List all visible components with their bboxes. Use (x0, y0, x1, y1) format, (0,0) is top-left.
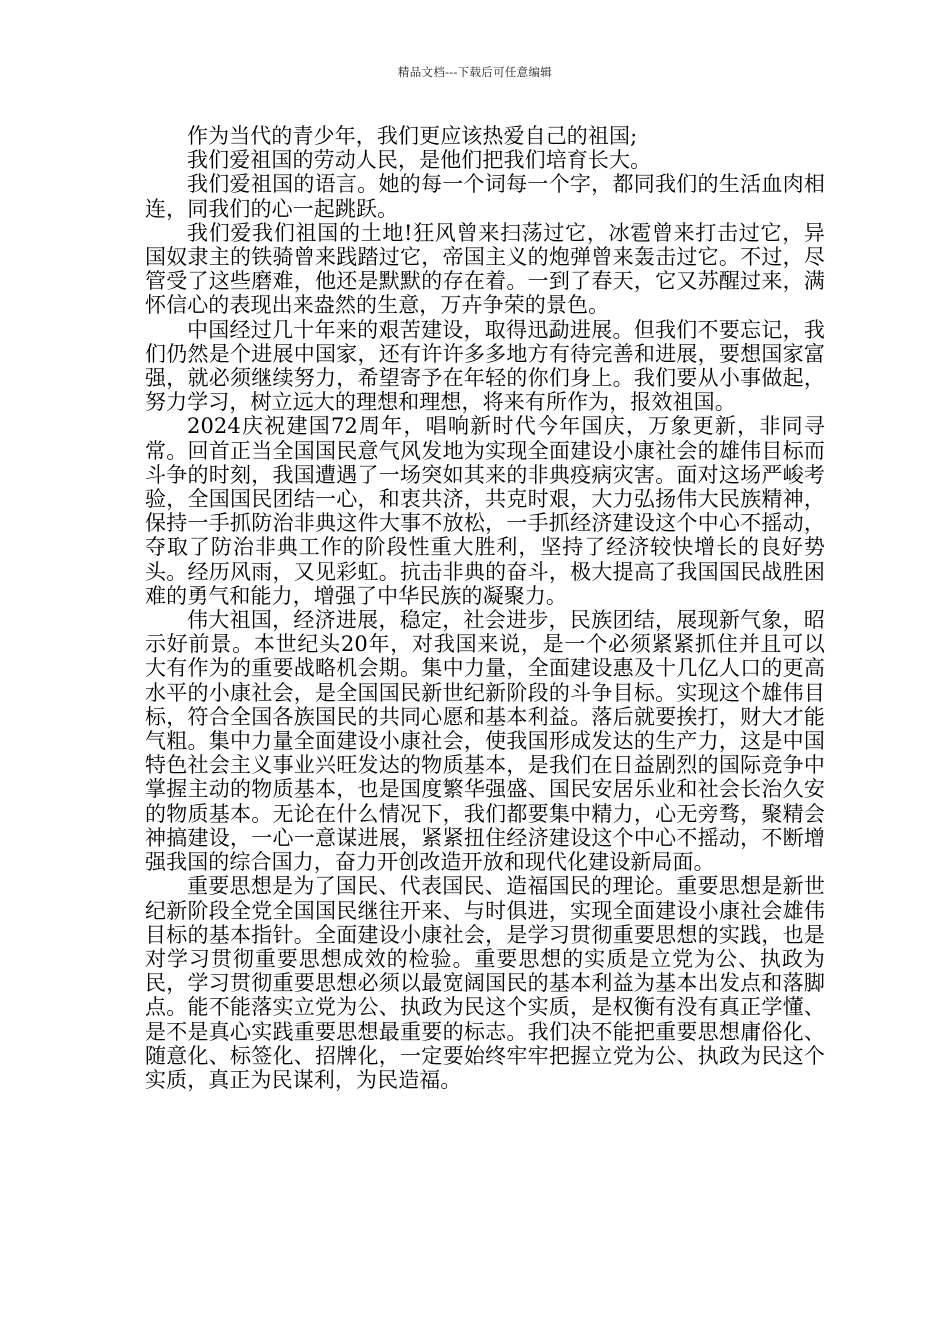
paragraph-5: 中国经过几十年来的艰苦建设，取得迅勐进展。但我们不要忘记，我们仍然是个进展中国家，还有许许多多地方有待完善和进展，要想国家富强，就必须继续努力，希望寄予在年轻的你们身上。我们要从小事做起，努力学习，树立远大的理想和理想，将来有所作为，报效祖国。 (145, 317, 825, 415)
paragraph-4: 我们爱我们祖国的土地!狂风曾来扫荡过它，冰雹曾来打击过它，异国奴隶主的铁骑曾来践踏过它，帝国主义的炮弹曾来轰击过它。不过，尽管受了这些磨难，他还是默默的存在着。一到了春天，它又苏醒过来，满怀信心的表现出来盎然的生意，万卉争荣的景色。 (145, 220, 825, 318)
paragraph-2: 我们爱祖国的劳动人民，是他们把我们培育长大。 (187, 148, 652, 173)
page-header: 精品文档---下载后可任意编辑 (397, 65, 553, 79)
paragraph-8: 重要思想是为了国民、代表国民、造福国民的理论。重要思想是新世纪新阶段全党全国国民继往开来、与时俱进，实现全面建设小康社会雄伟目标的基本指针。全面建设小康社会，是学习贯彻重要思想的实践，也是对学习贯彻重要思想成效的检验。重要思想的实质是立党为公、执政为民，学习贯彻重要思想必须以最宽阔国民的基本利益为基本出发点和落脚点。能不能落实立党为公、执政为民这个实质，是权衡有没有真正学懂、是不是真心实践重要思想最重要的标志。我们决不能把重要思想庸俗化、随意化、标签化、招牌化，一定要始终牢牢把握立党为公、执政为民这个实质，真正为民谋利，为民造福。 (145, 874, 825, 1092)
paragraph-1: 作为当代的青少年，我们更应该热爱自己的祖国; (187, 124, 638, 148)
document-body (145, 124, 825, 1092)
paragraph-3: 我们爱祖国的语言。她的每一个词每一个字，都同我们的生活血肉相连，同我们的心一起跳跃。 (145, 172, 825, 221)
paragraph-7: 伟大祖国，经济进展，稳定，社会进步，民族团结，展现新气象，昭示好前景。本世纪头20年，对我国来说，是一个必须紧紧抓住并且可以大有作为的重要战略机会期。集中力量，全面建设惠及十几亿人口的更高水平的小康社会，是全国国民新世纪新阶段的斗争目标。实现这个雄伟目标，符合全国各族国民的共同心愿和基本利益。落后就要挨打，财大才能气粗。集中力量全面建设小康社会，使我国形成发达的生产力，这是中国特色社会主义事业兴旺发达的物质基本，是我们在日益剧烈的国际竞争中掌握主动的物质基本，也是国度繁华强盛、国民安居乐业和社会长治久安的物质基本。无论在什么情况下，我们都要集中精力，心无旁骛，聚精会神搞建设，一心一意谋进展，紧紧扭住经济建设这个中心不摇动，不断增强我国的综合国力，奋力开创改造开放和现代化建设新局面。 (145, 608, 825, 875)
paragraph-6: 2024庆祝建国72周年，唱响新时代今年国庆，万象更新，非同寻常。回首正当全国国民意气风发地为实现全面建设小康社会的雄伟目标而斗争的时刻，我国遭遇了一场突如其来的非典疫病灾害。面对这场严峻考验，全国国民团结一心，和衷共济，共克时艰，大力弘扬伟大民族精神，保持一手抓防治非典这件大事不放松，一手抓经济建设这个中心不摇动，夺取了防治非典工作的阶段性重大胜利，坚持了经济较快增长的良好势头。经历风雨，又见彩虹。抗击非典的奋斗，极大提高了我国国民战胜困难的勇气和能力，增强了中华民族的凝聚力。 (145, 414, 825, 608)
